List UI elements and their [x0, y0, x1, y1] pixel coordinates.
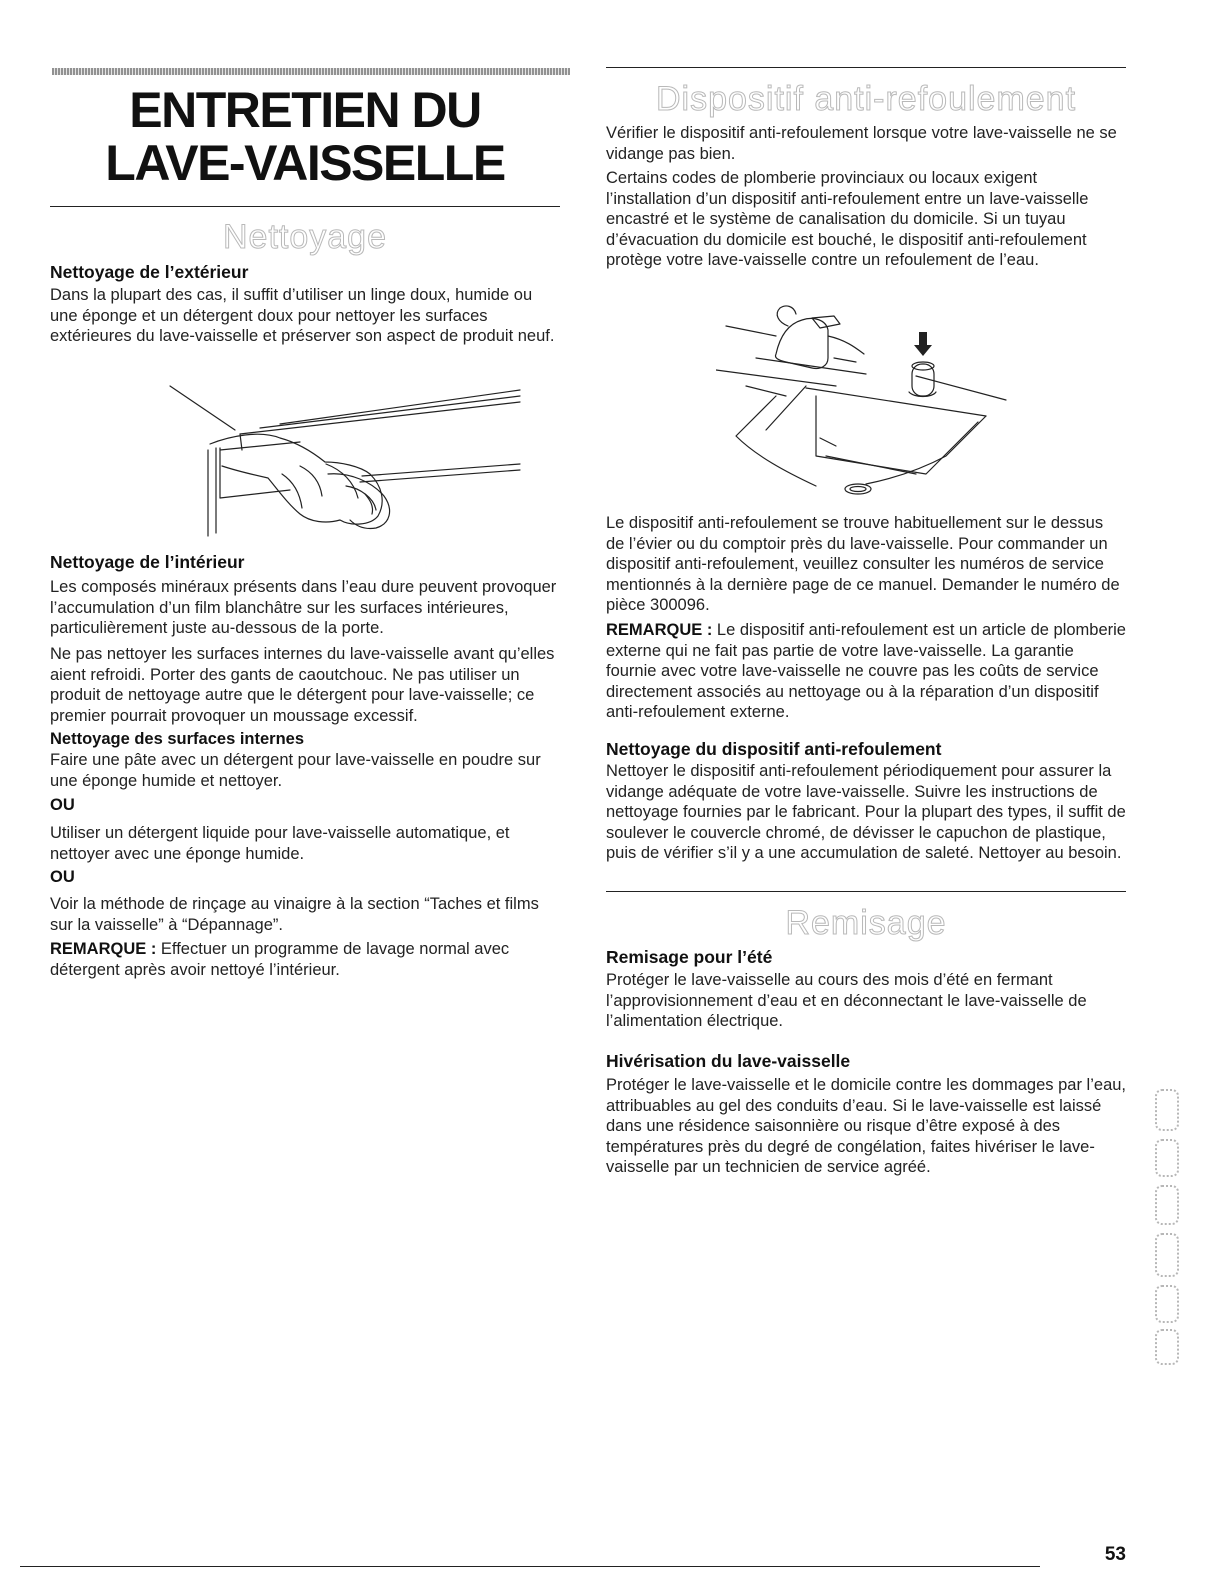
page-number: 53: [1104, 1544, 1126, 1565]
top-dotted-rule: [52, 68, 570, 75]
section-divider: [606, 67, 1126, 68]
ou-label-1: OU: [50, 796, 75, 814]
ou-label-2: OU: [50, 868, 75, 886]
air-gap-sink-illustration: [716, 296, 1016, 501]
note-nettoyage: [50, 939, 560, 980]
cleaning-exterior-illustration: [150, 378, 530, 538]
subheading-exterieur: Nettoyage de l’extérieur: [50, 262, 249, 282]
section-heading-nettoyage: Nettoyage: [223, 218, 387, 256]
page-title-line-2: LAVE-VAISSELLE: [105, 135, 505, 191]
note-nettoyage-text: Effectuer un programme de lavage normal avec détergent après avoir nettoyé l’intérieur.: [50, 940, 510, 979]
note-dispositif: [606, 620, 1126, 723]
paragraph-remisage-ete: Protéger le lave-vaisselle au cours des mois d’été en fermant l’approvisionnement d’eau et en déconnectant le lave-vaisselle de l’alimentation électrique.: [606, 971, 1087, 1030]
paragraph-dispositif-1: Vérifier le dispositif anti-refoulement lorsque votre lave-vaisselle ne se vidange pas bien.: [606, 124, 1117, 163]
page-title: [50, 84, 560, 190]
subheading-hiverisation: Hivérisation du lave-vaisselle: [606, 1051, 851, 1071]
paragraph-surfaces-internes: Faire une pâte avec un détergent pour lave-vaisselle en poudre sur une éponge humide et nettoyer.: [50, 751, 541, 790]
subheading-remisage-ete: Remisage pour l’été: [606, 947, 773, 967]
page-title-line-1: ENTRETIEN DU: [129, 82, 481, 138]
paragraph-detergent-liquide: Utiliser un détergent liquide pour lave-vaisselle automatique, et nettoyer avec une éponge humide.: [50, 824, 510, 863]
paragraph-vinaigre: Voir la méthode de rinçage au vinaigre à la section “Taches et films sur la vaisselle” à “Dépannage”.: [50, 895, 539, 934]
note-dispositif-label: REMARQUE :: [606, 621, 713, 639]
subheading-nettoyage-dispositif: Nettoyage du dispositif anti-refoulement: [606, 739, 942, 759]
paragraph-interieur-2: Ne pas nettoyer les surfaces internes du lave-vaisselle avant qu’elles aient refroidi. Porter des gants de caoutchouc. Ne pas utiliser un produit de nettoyage autre que le détergent pour lave-vaisselle; ce premier pourrait provoquer un moussage excessif.: [50, 645, 555, 725]
section-heading-dispositif: Dispositif anti-refoulement: [655, 80, 1077, 118]
subheading-surfaces-internes: Nettoyage des surfaces internes: [50, 730, 305, 748]
subheading-interieur: Nettoyage de l’intérieur: [50, 552, 245, 572]
note-nettoyage-label: REMARQUE :: [50, 940, 157, 958]
paragraph-exterieur: Dans la plupart des cas, il suffit d’utiliser un linge doux, humide ou une éponge et un détergent doux pour nettoyer les surfaces extérieures du lave-vaisselle et préserver son aspect de produit neuf.: [50, 286, 555, 345]
section-heading-remisage: Remisage: [785, 904, 947, 942]
section-divider: [50, 206, 560, 207]
paragraph-nettoyage-dispositif: Nettoyer le dispositif anti-refoulement périodiquement pour assurer la vidange adéquate de votre lave-vaisselle. Suivre les instructions de nettoyage fournies par le fabricant. Pour la plupart des types, il suffit de soulever le couvercle chromé, de dévisser le capuchon de plastique, puis de vérifier s’il y a une accumulation de saleté. Nettoyer au besoin.: [606, 762, 1126, 862]
paragraph-dispositif-2: Certains codes de plomberie provinciaux ou locaux exigent l’installation d’un dispositif anti-refoulement entre un lave-vaisselle encastré et le système de canalisation du domicile. Si un tuyau d’évacuation du domicile est bouché, le dispositif anti-refoulement protège votre lave-vaisselle contre un refoulement de l’eau.: [606, 169, 1089, 269]
paragraph-hiverisation: Protéger le lave-vaisselle et le domicile contre les dommages par l’eau, attribuables au gel des conduits d’eau. Si le lave-vaisselle est laissé dans une résidence saisonnière ou risque d’être exposé à des températures près du degré de congélation, faites hivériser le lave-vaisselle par un technicien de service agréé.: [606, 1076, 1126, 1176]
paragraph-dispositif-3: Le dispositif anti-refoulement se trouve habituellement sur le dessus de l’évier ou du comptoir près du lave-vaisselle. Pour commander un dispositif anti-refoulement, veuillez consulter les numéros de service mentionnés à la dernière page de ce manuel. Demander le numéro de pièce 300096.: [606, 514, 1120, 614]
note-dispositif-text: Le dispositif anti-refoulement est un article de plomberie externe qui ne fait pas partie de votre lave-vaisselle. La garantie fournie avec votre lave-vaisselle ne couvre pas les coûts de service directement associés au nettoyage ou à la réparation d’un dispositif anti-refoulement externe.: [606, 621, 1126, 721]
section-divider: [606, 891, 1126, 892]
paragraph-interieur-1: Les composés minéraux présents dans l’eau dure peuvent provoquer l’accumulation d’un film blanchâtre sur les surfaces intérieures, particulièrement juste au-dessous de la porte.: [50, 578, 557, 637]
bottom-rule: [20, 1566, 1040, 1567]
side-tab-graphic: [1146, 1080, 1190, 1370]
